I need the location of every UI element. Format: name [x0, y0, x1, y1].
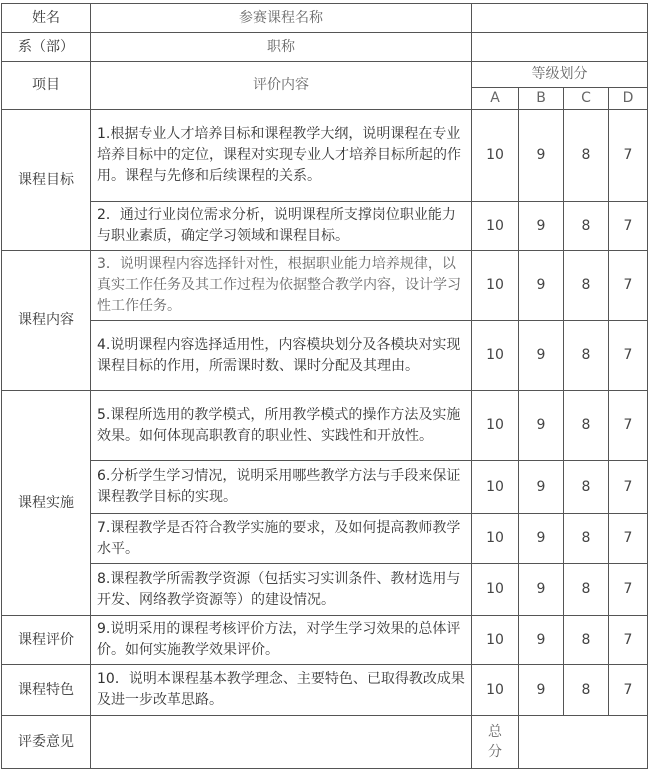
criterion-text: 2．通过行业岗位需求分析，说明课程所支撑岗位职业能力与职业素质，确定学习领域和课程目标。	[91, 202, 472, 251]
table-row	[2, 514, 648, 564]
grade-level-d: D	[609, 88, 648, 110]
score-b[interactable]: 9	[519, 461, 564, 514]
criterion-text: 6.分析学生学习情况，说明采用哪些教学方法与手段来保证课程教学目标的实现。	[91, 461, 472, 514]
department-label: 系（部）	[2, 33, 91, 62]
score-d[interactable]: 7	[609, 391, 648, 461]
item-header: 项目	[2, 62, 91, 110]
category-course-content: 课程内容	[2, 251, 91, 391]
table-row	[2, 616, 648, 665]
table-row	[2, 251, 648, 321]
judges-comments-cell[interactable]	[91, 716, 472, 769]
criterion-text: 10．说明本课程基本教学理念、主要特色、已取得教改成果及进一步改革思路。	[91, 665, 472, 716]
score-d[interactable]: 7	[609, 202, 648, 251]
score-c[interactable]: 8	[564, 461, 609, 514]
score-c[interactable]: 8	[564, 514, 609, 564]
score-c[interactable]: 8	[564, 564, 609, 616]
score-c[interactable]: 8	[564, 202, 609, 251]
score-b[interactable]: 9	[519, 251, 564, 321]
course-name-label: 参赛课程名称	[91, 4, 472, 33]
criterion-text: 9.说明采用的课程考核评价方法，对学生学习效果的总体评价。如何实施教学效果评价。	[91, 616, 472, 665]
score-b[interactable]: 9	[519, 391, 564, 461]
grade-level-c: C	[564, 88, 609, 110]
score-a[interactable]: 10	[472, 514, 519, 564]
total-score-cell[interactable]	[519, 716, 648, 769]
score-a[interactable]: 10	[472, 665, 519, 716]
grade-level-b: B	[519, 88, 564, 110]
judges-comments-label: 评委意见	[2, 716, 91, 769]
grade-level-a: A	[472, 88, 519, 110]
table-row	[2, 665, 648, 716]
table-row	[2, 564, 648, 616]
score-b[interactable]: 9	[519, 514, 564, 564]
score-c[interactable]: 8	[564, 391, 609, 461]
score-d[interactable]: 7	[609, 110, 648, 202]
score-d[interactable]: 7	[609, 321, 648, 391]
category-course-features: 课程特色	[2, 665, 91, 716]
category-course-implementation: 课程实施	[2, 391, 91, 616]
score-a[interactable]: 10	[472, 461, 519, 514]
table-row	[2, 461, 648, 514]
score-c[interactable]: 8	[564, 616, 609, 665]
total-score-label: 总分	[472, 716, 519, 769]
score-c[interactable]: 8	[564, 110, 609, 202]
score-a[interactable]: 10	[472, 564, 519, 616]
course-name-value-cell[interactable]	[472, 4, 648, 33]
score-d[interactable]: 7	[609, 251, 648, 321]
score-c[interactable]: 8	[564, 665, 609, 716]
score-c[interactable]: 8	[564, 321, 609, 391]
table-row	[2, 321, 648, 391]
score-a[interactable]: 10	[472, 321, 519, 391]
category-course-objective: 课程目标	[2, 110, 91, 251]
table-row	[2, 202, 648, 251]
criterion-text: 1.根据专业人才培养目标和课程教学大纲，说明课程在专业培养目标中的定位，课程对实现专业人才培养目标所起的作用。课程与先修和后续课程的关系。	[91, 110, 472, 202]
score-b[interactable]: 9	[519, 321, 564, 391]
evaluation-table	[1, 3, 648, 769]
score-d[interactable]: 7	[609, 461, 648, 514]
score-a[interactable]: 10	[472, 391, 519, 461]
score-d[interactable]: 7	[609, 616, 648, 665]
score-a[interactable]: 10	[472, 616, 519, 665]
score-b[interactable]: 9	[519, 202, 564, 251]
criterion-text: 4.说明课程内容选择适用性，内容模块划分及各模块对实现课程目标的作用，所需课时数、课时分配及其理由。	[91, 321, 472, 391]
category-course-evaluation: 课程评价	[2, 616, 91, 665]
grade-header: 等级划分	[472, 62, 648, 88]
score-d[interactable]: 7	[609, 514, 648, 564]
score-b[interactable]: 9	[519, 564, 564, 616]
table-row	[2, 110, 648, 202]
score-d[interactable]: 7	[609, 564, 648, 616]
score-a[interactable]: 10	[472, 251, 519, 321]
criterion-text: 8.课程教学所需教学资源（包括实习实训条件、教材选用与开发、网络教学资源等）的建设情况。	[91, 564, 472, 616]
table-row	[2, 391, 648, 461]
score-d[interactable]: 7	[609, 665, 648, 716]
score-b[interactable]: 9	[519, 110, 564, 202]
score-b[interactable]: 9	[519, 616, 564, 665]
criterion-text: 7.课程教学是否符合教学实施的要求，及如何提高教师教学水平。	[91, 514, 472, 564]
score-c[interactable]: 8	[564, 251, 609, 321]
score-a[interactable]: 10	[472, 202, 519, 251]
title-label: 职称	[91, 33, 472, 62]
title-value-cell[interactable]	[472, 33, 648, 62]
score-a[interactable]: 10	[472, 110, 519, 202]
criterion-text: 3．说明课程内容选择针对性，根据职业能力培养规律，以真实工作任务及其工作过程为依据整合教学内容，设计学习性工作任务。	[91, 251, 472, 321]
score-b[interactable]: 9	[519, 665, 564, 716]
criterion-text: 5.课程所选用的教学模式，所用教学模式的操作方法及实施效果。如何体现高职教育的职业性、实践性和开放性。	[91, 391, 472, 461]
name-label: 姓名	[2, 4, 91, 33]
content-header: 评价内容	[91, 62, 472, 110]
